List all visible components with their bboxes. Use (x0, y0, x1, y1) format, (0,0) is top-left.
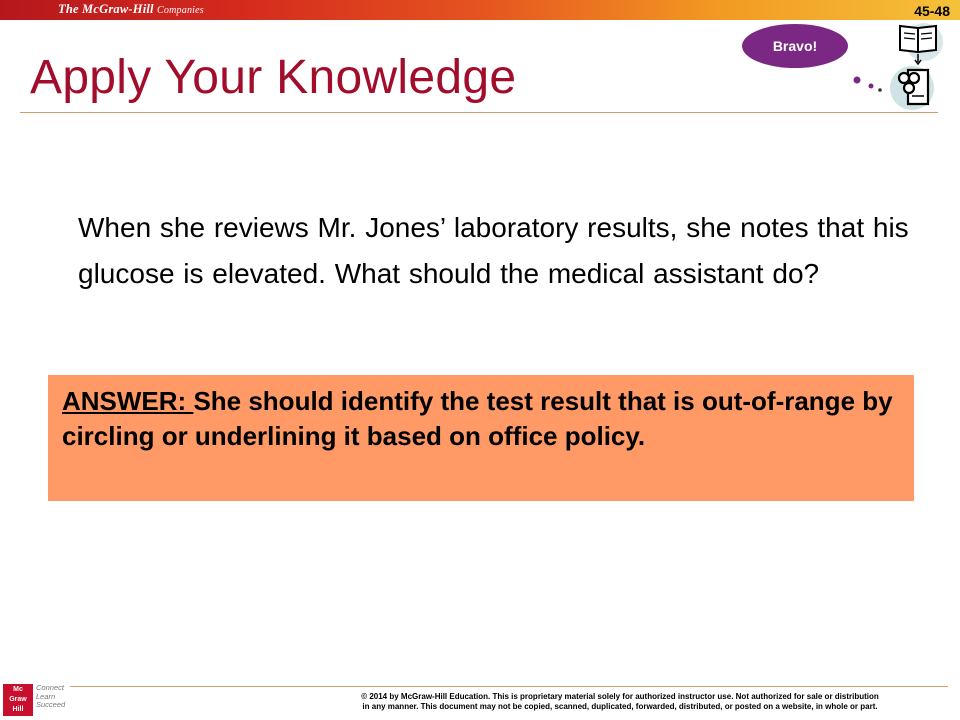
answer-label: ANSWER: (62, 386, 194, 416)
thought-dots (0, 0, 960, 120)
tagline-line: Succeed (36, 700, 66, 709)
tagline (36, 684, 65, 710)
mcgraw-hill-logo (3, 684, 33, 716)
tagline-line: Connect (36, 683, 64, 692)
brand-name: The McGraw-Hill (58, 2, 154, 16)
question-text: When she reviews Mr. Jones’ laboratory results, she notes that his glucose is elevated. What should the medical assistant do? (78, 212, 909, 289)
bravo-text: Bravo! (772, 38, 818, 54)
slide-title: Apply Your Knowledge (30, 51, 517, 104)
copyright-line: in any manner. This document may not be copied, scanned, duplicated, forwarded, distributed, or posted on a website, in whole or part. (362, 702, 878, 711)
answer-text: She should identify the test result that is out-of-range by circling or underlining it based on office policy. (62, 386, 893, 451)
slide-number: 45-48 (914, 3, 950, 19)
logo-line: Hill (12, 706, 24, 713)
answer-box (48, 375, 914, 501)
footer-divider (70, 686, 948, 687)
brand-suffix: Companies (157, 5, 204, 16)
logo-line: Mc (13, 686, 23, 693)
copyright-line: © 2014 by McGraw-Hill Education. This is proprietary material solely for authorized instructor use. Not authorized for sale or distribution (361, 692, 879, 701)
copyright-notice (290, 692, 950, 712)
logo-line: Graw (9, 696, 27, 703)
tagline-line: Learn (36, 691, 56, 701)
magnifier-page-icon (884, 58, 940, 114)
